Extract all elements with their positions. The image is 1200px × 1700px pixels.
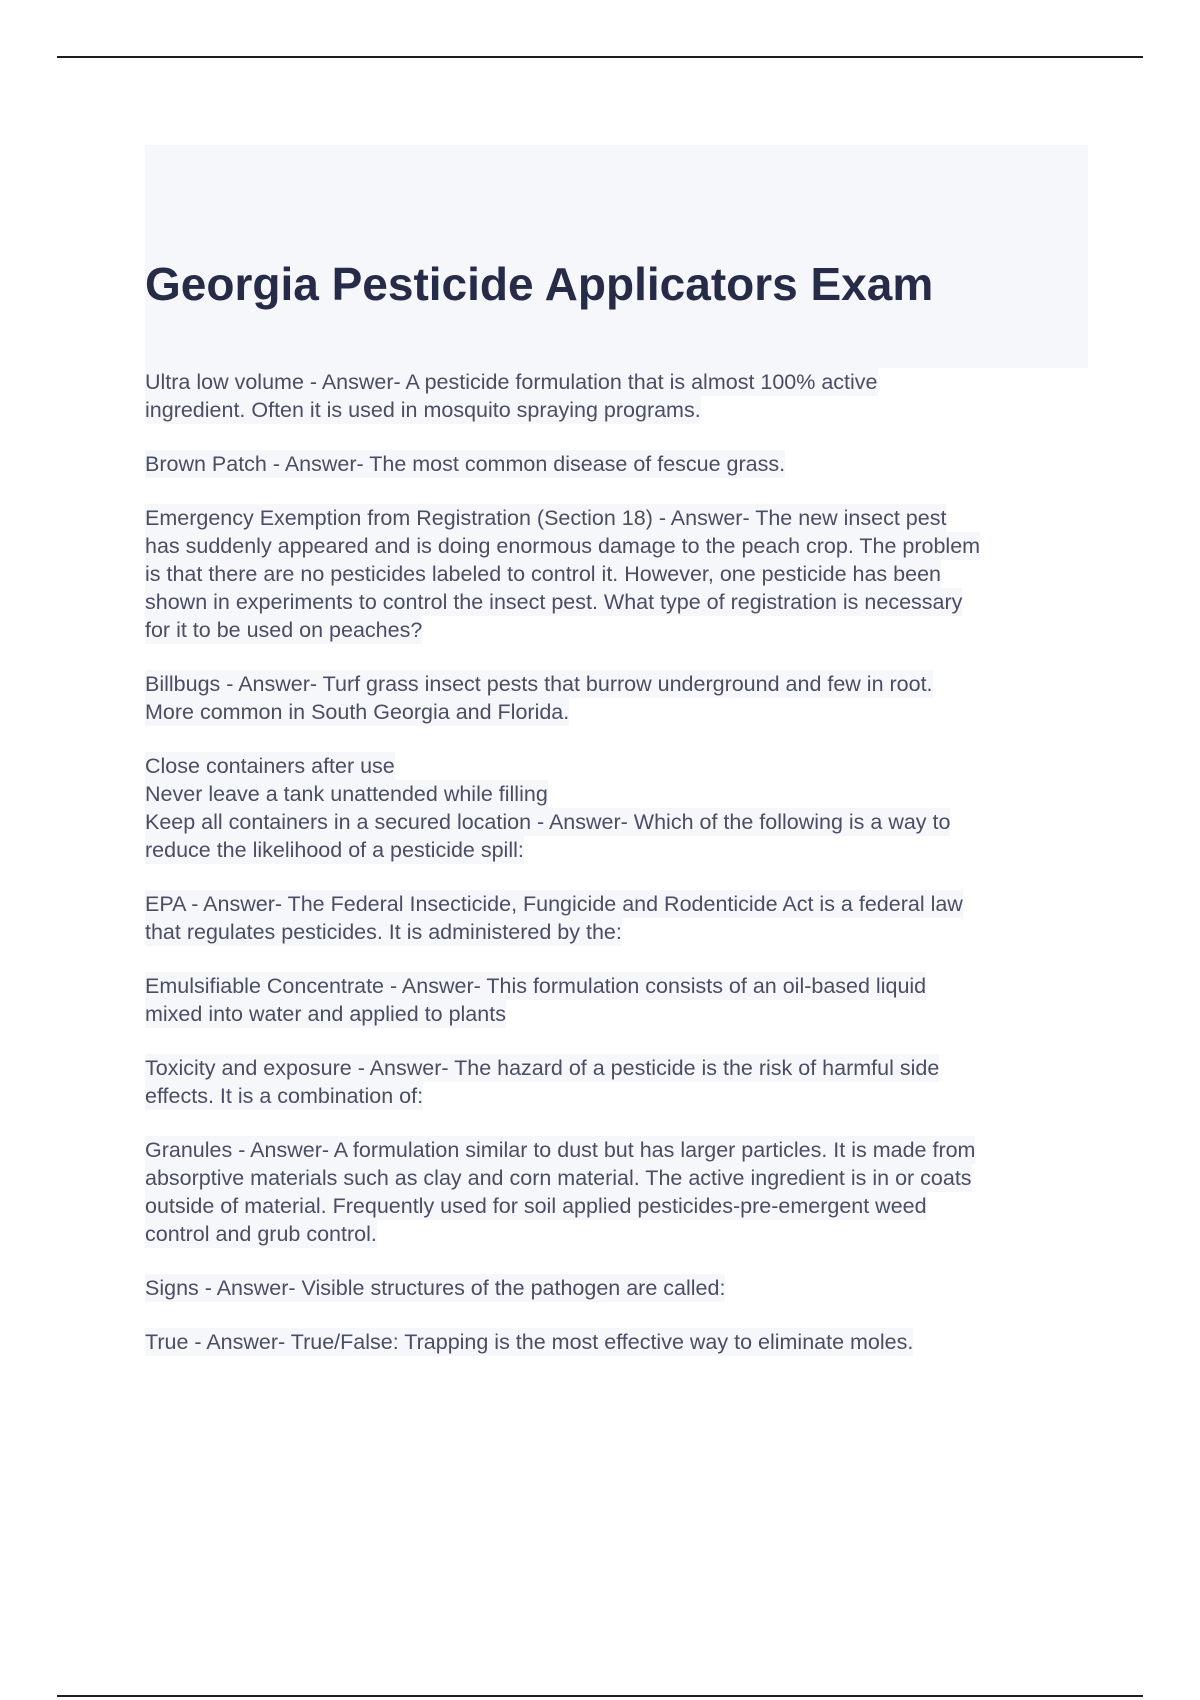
top-rule [57, 56, 1143, 58]
qa-line: for it to be used on peaches? [145, 618, 423, 642]
qa-entry [145, 368, 1095, 424]
bottom-rule [57, 1695, 1143, 1697]
qa-entry [145, 972, 1095, 1028]
qa-line: outside of material. Frequently used for soil applied pesticides-pre-emergent weed [145, 1194, 927, 1218]
qa-line: has suddenly appeared and is doing enormous damage to the peach crop. The problem [145, 534, 981, 558]
qa-line: Emulsifiable Concentrate - Answer- This formulation consists of an oil-based liquid [145, 974, 927, 998]
qa-list [145, 368, 1095, 1382]
qa-line: Toxicity and exposure - Answer- The hazard of a pesticide is the risk of harmful side [145, 1056, 940, 1080]
qa-entry [145, 1328, 1095, 1356]
qa-line: that regulates pesticides. It is administered by the: [145, 920, 622, 944]
qa-line: Granules - Answer- A formulation similar to dust but has larger particles. It is made from [145, 1138, 976, 1162]
qa-line: Ultra low volume - Answer- A pesticide formulation that is almost 100% active [145, 370, 878, 394]
qa-line: Never leave a tank unattended while filling [145, 782, 548, 806]
qa-entry [145, 670, 1095, 726]
qa-line: is that there are no pesticides labeled to control it. However, one pesticide has been [145, 562, 941, 586]
qa-line: reduce the likelihood of a pesticide spill: [145, 838, 524, 862]
qa-line: Emergency Exemption from Registration (Section 18) - Answer- The new insect pest [145, 506, 947, 530]
qa-line: True - Answer- True/False: Trapping is the most effective way to eliminate moles. [145, 1330, 914, 1354]
qa-entry [145, 890, 1095, 946]
qa-line: Brown Patch - Answer- The most common disease of fescue grass. [145, 452, 786, 476]
qa-line: absorptive materials such as clay and corn material. The active ingredient is in or coats [145, 1166, 972, 1190]
qa-line: Billbugs - Answer- Turf grass insect pests that burrow underground and few in root. [145, 672, 933, 696]
qa-line: ingredient. Often it is used in mosquito spraying programs. [145, 398, 701, 422]
qa-line: Signs - Answer- Visible structures of the pathogen are called: [145, 1276, 726, 1300]
qa-line: More common in South Georgia and Florida. [145, 700, 570, 724]
qa-line: effects. It is a combination of: [145, 1084, 424, 1108]
page-title: Georgia Pesticide Applicators Exam [145, 258, 934, 310]
qa-entry [145, 1274, 1095, 1302]
qa-line: EPA - Answer- The Federal Insecticide, Fungicide and Rodenticide Act is a federal law [145, 892, 963, 916]
qa-entry [145, 504, 1095, 644]
qa-entry [145, 1054, 1095, 1110]
qa-line: Keep all containers in a secured location - Answer- Which of the following is a way to [145, 810, 951, 834]
qa-entry [145, 752, 1095, 864]
qa-entry [145, 450, 1095, 478]
qa-line: mixed into water and applied to plants [145, 1002, 506, 1026]
qa-line: Close containers after use [145, 754, 395, 778]
qa-line: control and grub control. [145, 1222, 377, 1246]
qa-entry [145, 1136, 1095, 1248]
qa-line: shown in experiments to control the insect pest. What type of registration is necessary [145, 590, 963, 614]
